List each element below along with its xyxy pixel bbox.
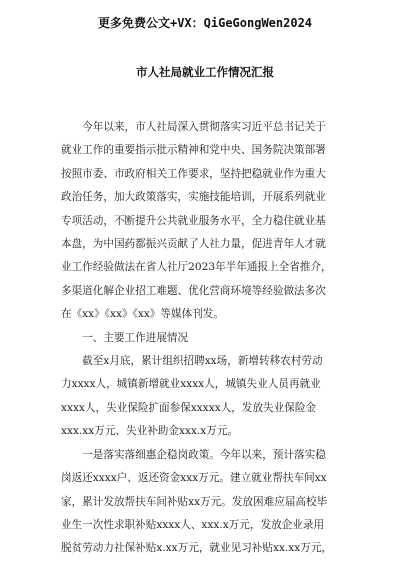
text-line: 今年以来，市人社局深入贯彻落实习近平总书记关于 [61,121,326,133]
text-line: 在《xx》《xx》《xx》等媒体刊发。 [61,308,224,321]
document-body [61,116,353,561]
text-line: 专项活动，不断提升公共就业服务水平，全力稳住就业基 [61,214,326,227]
text-line: 脱贫劳动力社保补贴x.xx万元，就业见习补贴xx.xx万元， [61,542,333,555]
text-line: 岗返还xxxx户、返还资金xxx万元。建立就业帮扶车间xx [61,472,327,485]
body-paragraph [61,350,353,444]
text-line: xxx.xx万元、失业补助金xxx.x万元。 [61,425,239,438]
text-line: 力xxxx人，城镇新增就业xxxx人，城镇失业人员再就业 [61,378,321,391]
text-line: 一、主要工作进展情况 [61,331,189,344]
document-title: 市人社局就业工作情况汇报 [136,65,274,79]
text-line: 按照市委、市政府相关工作要求，坚持把稳就业作为重大 [61,167,326,180]
text-line: 截至x月底，累计组织招聘xx场，新增转移农村劳动 [61,355,323,368]
text-line: 业工作经验做法在省人社厅2023年半年通报上全省推介， [61,261,332,274]
text-line: 就业工作的重要指示批示精神和党中央、国务院决策部署 [61,144,326,157]
section-heading [61,327,353,350]
text-line: 多渠道化解企业招工难题、优化营商环境等经验做法多次 [61,284,326,297]
text-line: xxxx人，失业保险扩面参保xxxxx人，发放失业保险金 [61,401,317,414]
text-line: 业生一次性求职补贴xxxx人、xxx.x万元，发放企业录用 [61,518,325,531]
text-line: 本盘，为中国药都振兴贡献了人社力量，促进青年人才就 [61,238,326,251]
text-line: 政治任务，加大政策落实，实施技能培训，开展系列就业 [61,191,326,204]
text-line: 家，累计发放帮扶车间补贴xx万元。发放困难应届高校毕 [61,495,328,508]
body-paragraph [61,116,353,327]
text-line: 一是落实落细惠企稳岗政策。今年以来，预计落实稳 [61,448,326,461]
body-paragraph [61,444,353,561]
watermark-header: 更多免费公文+VX：QiGeGongWen2024 [97,16,313,30]
